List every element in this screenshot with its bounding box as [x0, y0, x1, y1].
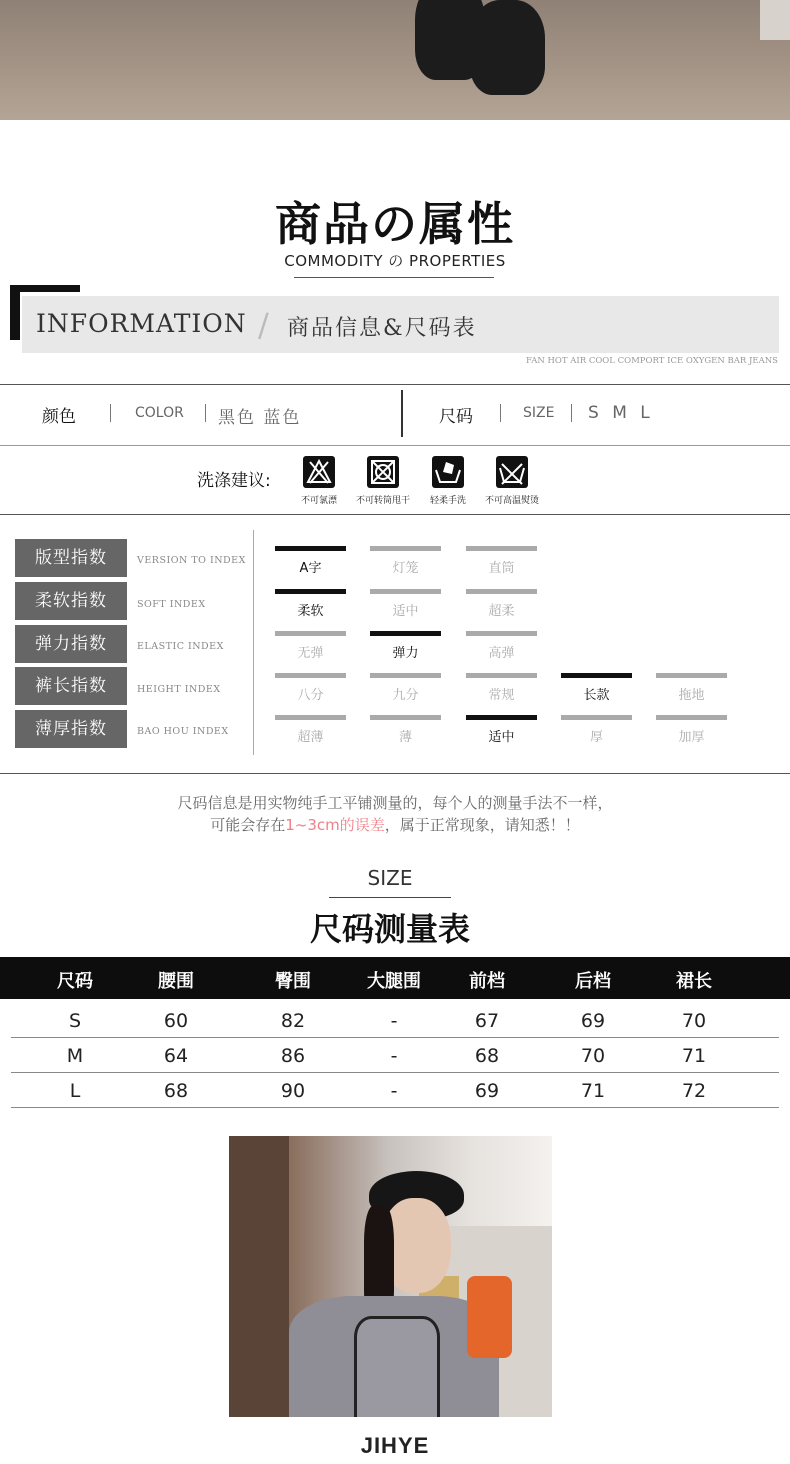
note-text: ，属于正常现象，请知悉！！: [384, 816, 580, 834]
index-option-label: 弹力: [392, 646, 419, 661]
brand-logo: JIHYE: [360, 1433, 430, 1458]
table-cell: S: [68, 1010, 82, 1032]
index-option-label: 适中: [488, 730, 515, 745]
index-option-bar: [275, 589, 346, 594]
table-cell: 72: [681, 1080, 707, 1102]
index-option: [275, 546, 346, 576]
index-option: [275, 589, 346, 619]
index-option-label: 灯笼: [392, 561, 419, 576]
index-option-label: 超薄: [297, 730, 324, 745]
wash-item-no-bleach: [283, 456, 355, 506]
table-row-divider: [11, 1107, 779, 1108]
divider: [0, 773, 790, 774]
table-row-divider: [11, 1037, 779, 1038]
wash-item-label: 不可高温熨烫: [484, 496, 539, 506]
divider: [0, 445, 790, 446]
wash-item-label: 不可氯漂: [300, 496, 337, 506]
index-en-soft: SOFT INDEX: [137, 599, 206, 610]
color-en-label: COLOR: [135, 405, 184, 421]
index-option-bar: [370, 715, 441, 720]
index-option-bar: [370, 546, 441, 551]
table-cell: -: [390, 1045, 398, 1067]
index-option-bar: [370, 631, 441, 636]
index-option: [561, 673, 632, 703]
table-cell: 67: [474, 1010, 500, 1032]
size-title-underline: [329, 897, 451, 898]
size-table-header-cell: 裙长: [676, 971, 712, 992]
divider: [253, 530, 254, 755]
index-option-bar: [466, 546, 537, 551]
index-en-height: HEIGHT INDEX: [137, 684, 221, 695]
title-underline: [294, 277, 494, 278]
divider: [110, 404, 111, 422]
table-cell: 64: [163, 1045, 189, 1067]
note-text: 可能会存在: [210, 816, 286, 834]
index-option-label: 无弹: [297, 646, 324, 661]
table-cell: L: [69, 1080, 81, 1102]
index-option: [466, 546, 537, 576]
index-option-bar: [656, 673, 727, 678]
index-en-version: VERSION TO INDEX: [137, 555, 246, 566]
note-highlight: 1~3cm的误差: [285, 816, 385, 834]
table-cell: 90: [280, 1080, 306, 1102]
index-option: [370, 715, 441, 745]
divider: [571, 404, 572, 422]
table-cell: 71: [580, 1080, 606, 1102]
divider: [0, 384, 790, 385]
size-title-cn: 尺码测量表: [309, 910, 470, 948]
table-cell: 68: [474, 1045, 500, 1067]
size-table-header-cell: 后档: [575, 971, 611, 992]
index-option-bar: [275, 673, 346, 678]
index-option-label: 九分: [392, 688, 419, 703]
no-high-heat-iron-icon: [496, 456, 528, 488]
size-title-en: SIZE: [367, 866, 413, 890]
index-option-label: 长款: [583, 688, 610, 703]
table-cell: 70: [580, 1045, 606, 1067]
table-cell: 71: [681, 1045, 707, 1067]
no-tumble-dry-icon: [367, 456, 399, 488]
table-row-divider: [11, 1072, 779, 1073]
product-photo-top: [0, 0, 790, 120]
index-label-elastic: 弹力指数: [15, 625, 127, 663]
wash-item-no-tumble: [347, 456, 419, 506]
section-title: 商品の属性: [275, 197, 515, 251]
information-tagline: FAN HOT AIR COOL COMPORT ICE OXYGEN BAR JEANS: [526, 356, 778, 366]
model-photo: [229, 1136, 552, 1417]
index-en-thickness: BAO HOU INDEX: [137, 726, 229, 737]
index-option-label: 适中: [392, 604, 419, 619]
size-note-line2: [0, 814, 790, 835]
index-option-bar: [370, 589, 441, 594]
information-subtitle: 商品信息&尺码表: [287, 316, 477, 341]
index-option-label: 八分: [297, 688, 324, 703]
index-option-bar: [275, 631, 346, 636]
divider: [500, 404, 501, 422]
index-option-bar: [466, 631, 537, 636]
index-option: [656, 673, 727, 703]
section-subtitle: COMMODITY の PROPERTIES: [284, 252, 506, 270]
index-option-bar: [561, 673, 632, 678]
index-option-label: 高弹: [488, 646, 515, 661]
index-option: [275, 673, 346, 703]
size-table-header-cell: 尺码: [57, 971, 93, 992]
wash-item-label: 轻柔手洗: [429, 496, 466, 506]
index-option-bar: [275, 546, 346, 551]
divider: [205, 404, 206, 422]
index-option-label: A字: [299, 561, 322, 576]
size-table-header-cell: 前档: [469, 971, 505, 992]
size-value: S M L: [588, 403, 654, 423]
index-option: [466, 715, 537, 745]
index-option: [466, 673, 537, 703]
index-option: [370, 546, 441, 576]
index-option: [275, 631, 346, 661]
index-option: [466, 631, 537, 661]
index-label-thickness: 薄厚指数: [15, 710, 127, 748]
size-note-line1: 尺码信息是用实物纯手工平铺测量的，每个人的测量手法不一样，: [177, 794, 613, 812]
index-option-label: 加厚: [678, 730, 705, 745]
color-label: 颜色: [42, 407, 76, 427]
information-title: INFORMATION: [36, 309, 247, 338]
index-option: [370, 631, 441, 661]
index-option-label: 厚: [589, 730, 603, 745]
no-bleach-icon: [303, 456, 335, 488]
index-option-bar: [466, 673, 537, 678]
index-option-bar: [275, 715, 346, 720]
index-option-label: 柔软: [297, 604, 324, 619]
index-option-bar: [466, 589, 537, 594]
index-option-label: 薄: [398, 730, 412, 745]
index-option-bar: [656, 715, 727, 720]
size-table-header-cell: 大腿围: [367, 971, 421, 992]
table-cell: 60: [163, 1010, 189, 1032]
wash-advice-label: 洗涤建议:: [197, 471, 271, 491]
index-label-height: 裤长指数: [15, 667, 127, 705]
index-option-bar: [370, 673, 441, 678]
size-label: 尺码: [439, 407, 473, 427]
index-option: [275, 715, 346, 745]
size-table-header-cell: 腰围: [158, 971, 194, 992]
table-cell: 69: [580, 1010, 606, 1032]
index-option-label: 拖地: [678, 688, 705, 703]
table-cell: -: [390, 1080, 398, 1102]
index-label-soft: 柔软指数: [15, 582, 127, 620]
index-option: [370, 589, 441, 619]
index-option: [370, 673, 441, 703]
index-option: [656, 715, 727, 745]
size-table-header-cell: 臀围: [275, 971, 311, 992]
wash-item-no-iron: [476, 456, 548, 506]
color-value: 黑色 蓝色: [218, 408, 302, 428]
divider: [0, 514, 790, 515]
index-option-bar: [561, 715, 632, 720]
hand-wash-icon: [432, 456, 464, 488]
index-option-label: 直筒: [488, 561, 515, 576]
index-option: [561, 715, 632, 745]
wash-item-hand-wash: [412, 456, 484, 506]
wash-item-label: 不可转筒甩干: [355, 496, 410, 506]
table-cell: 70: [681, 1010, 707, 1032]
index-option-label: 超柔: [488, 604, 515, 619]
table-cell: 82: [280, 1010, 306, 1032]
table-cell: 68: [163, 1080, 189, 1102]
index-option-bar: [466, 715, 537, 720]
divider: [401, 390, 403, 437]
table-cell: 86: [280, 1045, 306, 1067]
index-option-label: 常规: [488, 688, 515, 703]
information-slash: /: [258, 306, 269, 344]
table-cell: 69: [474, 1080, 500, 1102]
size-en-label: SIZE: [523, 405, 555, 421]
table-cell: -: [390, 1010, 398, 1032]
index-label-version: 版型指数: [15, 539, 127, 577]
index-option: [466, 589, 537, 619]
table-cell: M: [66, 1045, 84, 1067]
index-en-elastic: ELASTIC INDEX: [137, 641, 224, 652]
